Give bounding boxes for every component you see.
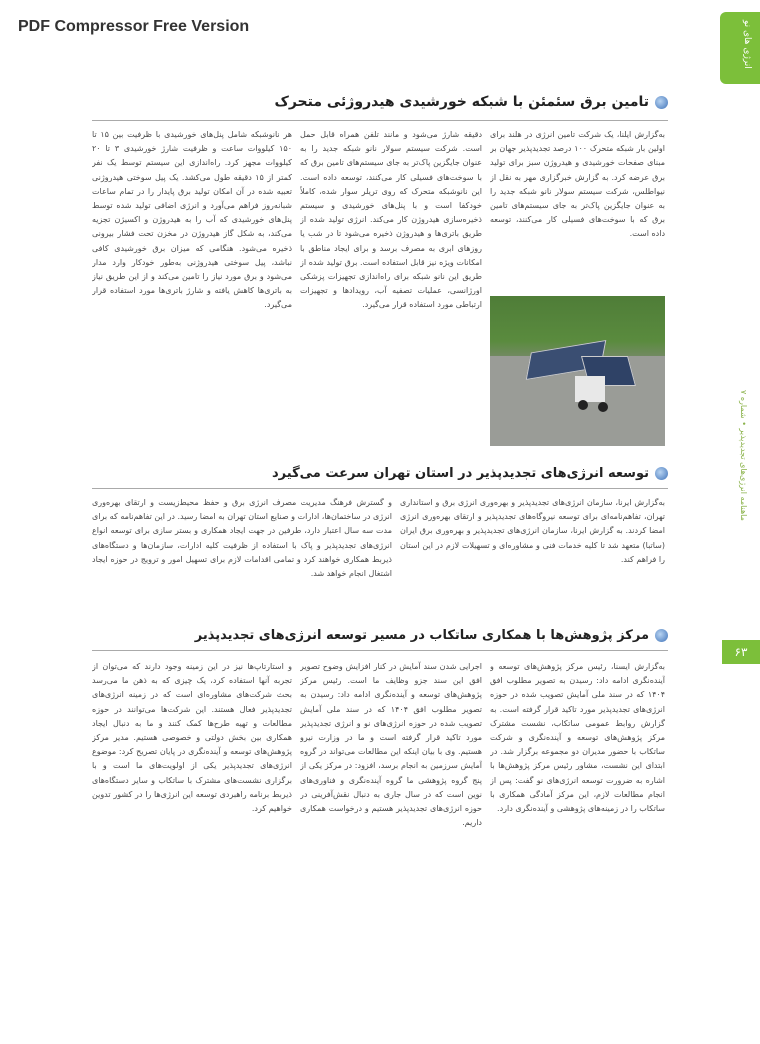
paragraph: به‌گزارش ایلنا، یک شرکت تامین انرژی در هلند برای اولین بار شبکه متحرک ۱۰۰ درصد تجدیدپذیر جهان بر مبنای صفحات خورشیدی و هیدروژن سبز برای تولید برق عرضه کرد. به گزارش خبرگزاری مهر به نقل از نیواطلس، شرکت سیستم سولار نانو شبکه جدید را به عنوان جایگزین پاک‌تر به جای سیستم‌های تامین برق که با سوخت‌های فسیلی کار می‌کنند، توسعه داده است. [490, 130, 665, 239]
article-1-col-2 [300, 128, 482, 450]
article-2-heading [272, 466, 668, 481]
paragraph: و گسترش فرهنگ مدیریت مصرف انرژی برق و حفظ محیط‌زیست و ارتقای بهره‌وری انرژی در ساختمان‌ها، ادارات و صنایع استان تهران به امضا رسید. در این تفاهم‌نامه که برای مدت سه سال اعتبار دارد، طرفین در جهت ایجاد همکاری و بستر سازی برای توسعه انواع انرژی‌های تجدیدپذیر و پاک با استفاده از ظرفیت کلیه ادارات، سازمان‌ها و دستگاه‌های ذیربط همکاری خواهند کرد و تمامی اقدامات لازم برای تسهیل امور و ترویج در حوزه ایجاد اشتغال انجام خواهد شد. [92, 498, 392, 579]
watermark-text: PDF Compressor Free Version [18, 18, 250, 35]
bullet-icon [655, 629, 668, 642]
divider [92, 488, 668, 489]
paragraph: به‌گزارش ایسنا، رئیس مرکز پژوهش‌های توسعه و آینده‌نگری ادامه داد: رسیدن به تصویر مطلوب افق ۱۴۰۴ که در سند ملی آمایش تصویب شده در حوزه انرژی‌های تجدیدپذیر مورد تاکید قرار گرفته است. به گزارش روابط عمومی ساتکاب، نشست مشترک مرکز پژوهش‌های توسعه و آینده‌نگری و شرکت ساتکاب با حضور مدیران دو مجموعه برگزار شد. در ابتدای این نشست، مشاور رئیس مرکز پژوهش‌ها با اشاره به ضرورت توسعه انرژی‌های نو گفت: پس از انجام مطالعات لازم، این مرکز آمادگی همکاری با ساتکاب را در زمینه‌های پژوهشی و آینده‌نگری دارد. [490, 662, 665, 814]
article-2-col-2 [92, 496, 392, 612]
article-2-col-1 [400, 496, 665, 612]
paragraph: هر نانوشبکه شامل پنل‌های خورشیدی با ظرفیت بین ۱۵ تا ۱۵۰ کیلووات ساعت و ظرفیت شارژ خورشیدی ۳ تا ۲۰ کیلووات مجهز کرد. راه‌اندازی این سیستم توسط یک نفر کمتر از ۱۵ دقیقه طول می‌کشد. یک پیل سوختی هیدروژنی تعبیه شده در آن امکان تولید برق پایدار را در تمام ساعات شبانه‌روز فراهم می‌آورد و انرژی اضافی تولید شده توسط پنل‌های خورشیدی که آب را به هیدروژن و اکسیژن تجزیه می‌کند، به شکل گاز هیدروژن در مخزن تحت فشار بیرونی ذخیره می‌شود. هنگامی که میزان برق خورشیدی کافی نباشد، پیل سوختی هیدروژنی به‌طور خودکار وارد مدار می‌شود و برق مورد نیاز را تامین می‌کند و از این طریق نیاز به باتری‌ها کاهش یافته و شارژ باتری‌ها مورد استفاده قرار می‌گیرد. [92, 130, 292, 310]
article-3-col-3 [92, 660, 292, 1000]
article-1-col-1 [490, 128, 665, 293]
bullet-icon [655, 467, 668, 480]
section-tab [720, 12, 760, 84]
bullet-icon [655, 96, 668, 109]
paragraph: و استارتاپ‌ها نیز در این زمینه وجود دارند که می‌توان از تجربه آنها استفاده کرد، یک چیزی که به ذهن ما می‌رسد بحث شرکت‌های مشاوره‌ای است که در زمینه انرژی‌های تجدیدپذیر فعال هستند. این شرکت‌ها می‌توانند در حوزه مطالعات و تهیه طرح‌ها کمک کنند و ما به دنبال ایجاد همکاری بین بخش دولتی و خصوصی هستیم. مدیر مرکز پژوهش‌های توسعه و آینده‌نگری در پایان تصریح کرد: موضوع انرژی‌های تجدیدپذیر یکی از اولویت‌های ما است و با برگزاری نشست‌های مشترک با ساتکاب و سایر دستگاه‌های ذیربط برنامه راهبردی توسعه این انرژی‌ها را در کشور تدوین خواهیم کرد. [92, 662, 292, 814]
article-2-title: توسعه انرژی‌های تجدیدپذیر در استان تهران سرعت می‌گیرد [272, 466, 649, 481]
divider [92, 120, 668, 121]
article-1-title: تامین برق سئمئن با شبکه خورشیدی هیدروژئی متحرک [274, 94, 649, 110]
divider [92, 650, 668, 651]
article-3-col-1 [490, 660, 665, 1000]
solar-trailer-photo [490, 296, 665, 446]
article-1-col-3 [92, 128, 292, 450]
paragraph: دقیقه شارژ می‌شود و مانند تلفن همراه قابل حمل است. شرکت سیستم سولار نانو شبکه جدید را به عنوان جایگزین پاک‌تر به جای سیستم‌های تامین برق که با سوخت‌های فسیلی کار می‌کنند، توسعه داده است. این نانوشبکه متحرک که روی تریلر سوار شده، کاملاً خودکفا است و با پنل‌های خورشیدی و سیستم ذخیره‌سازی هیدروژن کار می‌کند. انرژی تولید شده از طریق باتری‌ها و هیدروژن ذخیره می‌شود تا در شب یا روزهای ابری به مصرف برسد و برای ایجاد مناطق با امکانات ویژه نیز قابل استفاده است. برق تولید شده از طریق این نانو شبکه برای راه‌اندازی تجهیزات پزشکی اورژانسی، عملیات تصفیه آب، رویدادها و تجهیزات ارتباطی مورد استفاده قرار می‌گیرد. [300, 130, 482, 310]
page-number: ۶۳ [722, 640, 760, 664]
article-1-heading [275, 94, 669, 110]
paragraph: به‌گزارش ایرنا، سازمان انرژی‌های تجدیدپذیر و بهره‌وری انرژی برق و استانداری تهران، تفاهم‌نامه‌ای برای توسعه نیروگاه‌های تجدیدپذیر و ارتقای بهره‌وری انرژی امضا کردند. به گزارش ایرنا، سازمان انرژی‌های تجدیدپذیر و بهره‌وری برق ایران (ساتبا) متعهد شد تا کلیه خدمات فنی و مشاوره‌ای و تسهیلات لازم در این استان را فراهم کند. [400, 498, 665, 564]
side-strip-text: ماهنامه انرژی‌های تجدیدپذیر • شماره ۷ [739, 390, 748, 521]
wheel [598, 402, 608, 412]
side-strip [722, 380, 760, 1040]
paragraph: اجرایی شدن سند آمایش در کنار افزایش وضوح تصویر افق این سند جزو وظایف ما است. رئیس مرکز پژوهش‌های توسعه و آینده‌نگری ادامه داد: رسیدن به تصویر مطلوب افق ۱۴۰۴ که در سند ملی آمایش تصویب شده در حوزه انرژی‌های نو و انرژی تجدیدپذیر مورد تاکید قرار گرفته است و ما در وزارت نیرو هستیم. وی با بیان اینکه این مطالعات می‌تواند در گروه آمایش سرزمین به انجام برسد، افزود: در مرکز یکی از پنج گروه پژوهشی ما گروه آینده‌نگری و فناوری‌های نوین است که در سال جاری به دنبال نقش‌آفرینی در حوزه انرژی‌های تجدیدپذیر هستیم و درخواست همکاری داریم. [300, 662, 482, 828]
article-3-heading [195, 628, 668, 643]
article-3-col-2 [300, 660, 482, 1000]
trailer-body [575, 376, 605, 402]
wheel [578, 400, 588, 410]
article-3-title: مرکز پژوهش‌ها با همکاری ساتکاب در مسیر توسعه انرژی‌های تجدیدپذیر [194, 628, 649, 643]
section-tab-label: انرژی های نو [742, 20, 752, 69]
